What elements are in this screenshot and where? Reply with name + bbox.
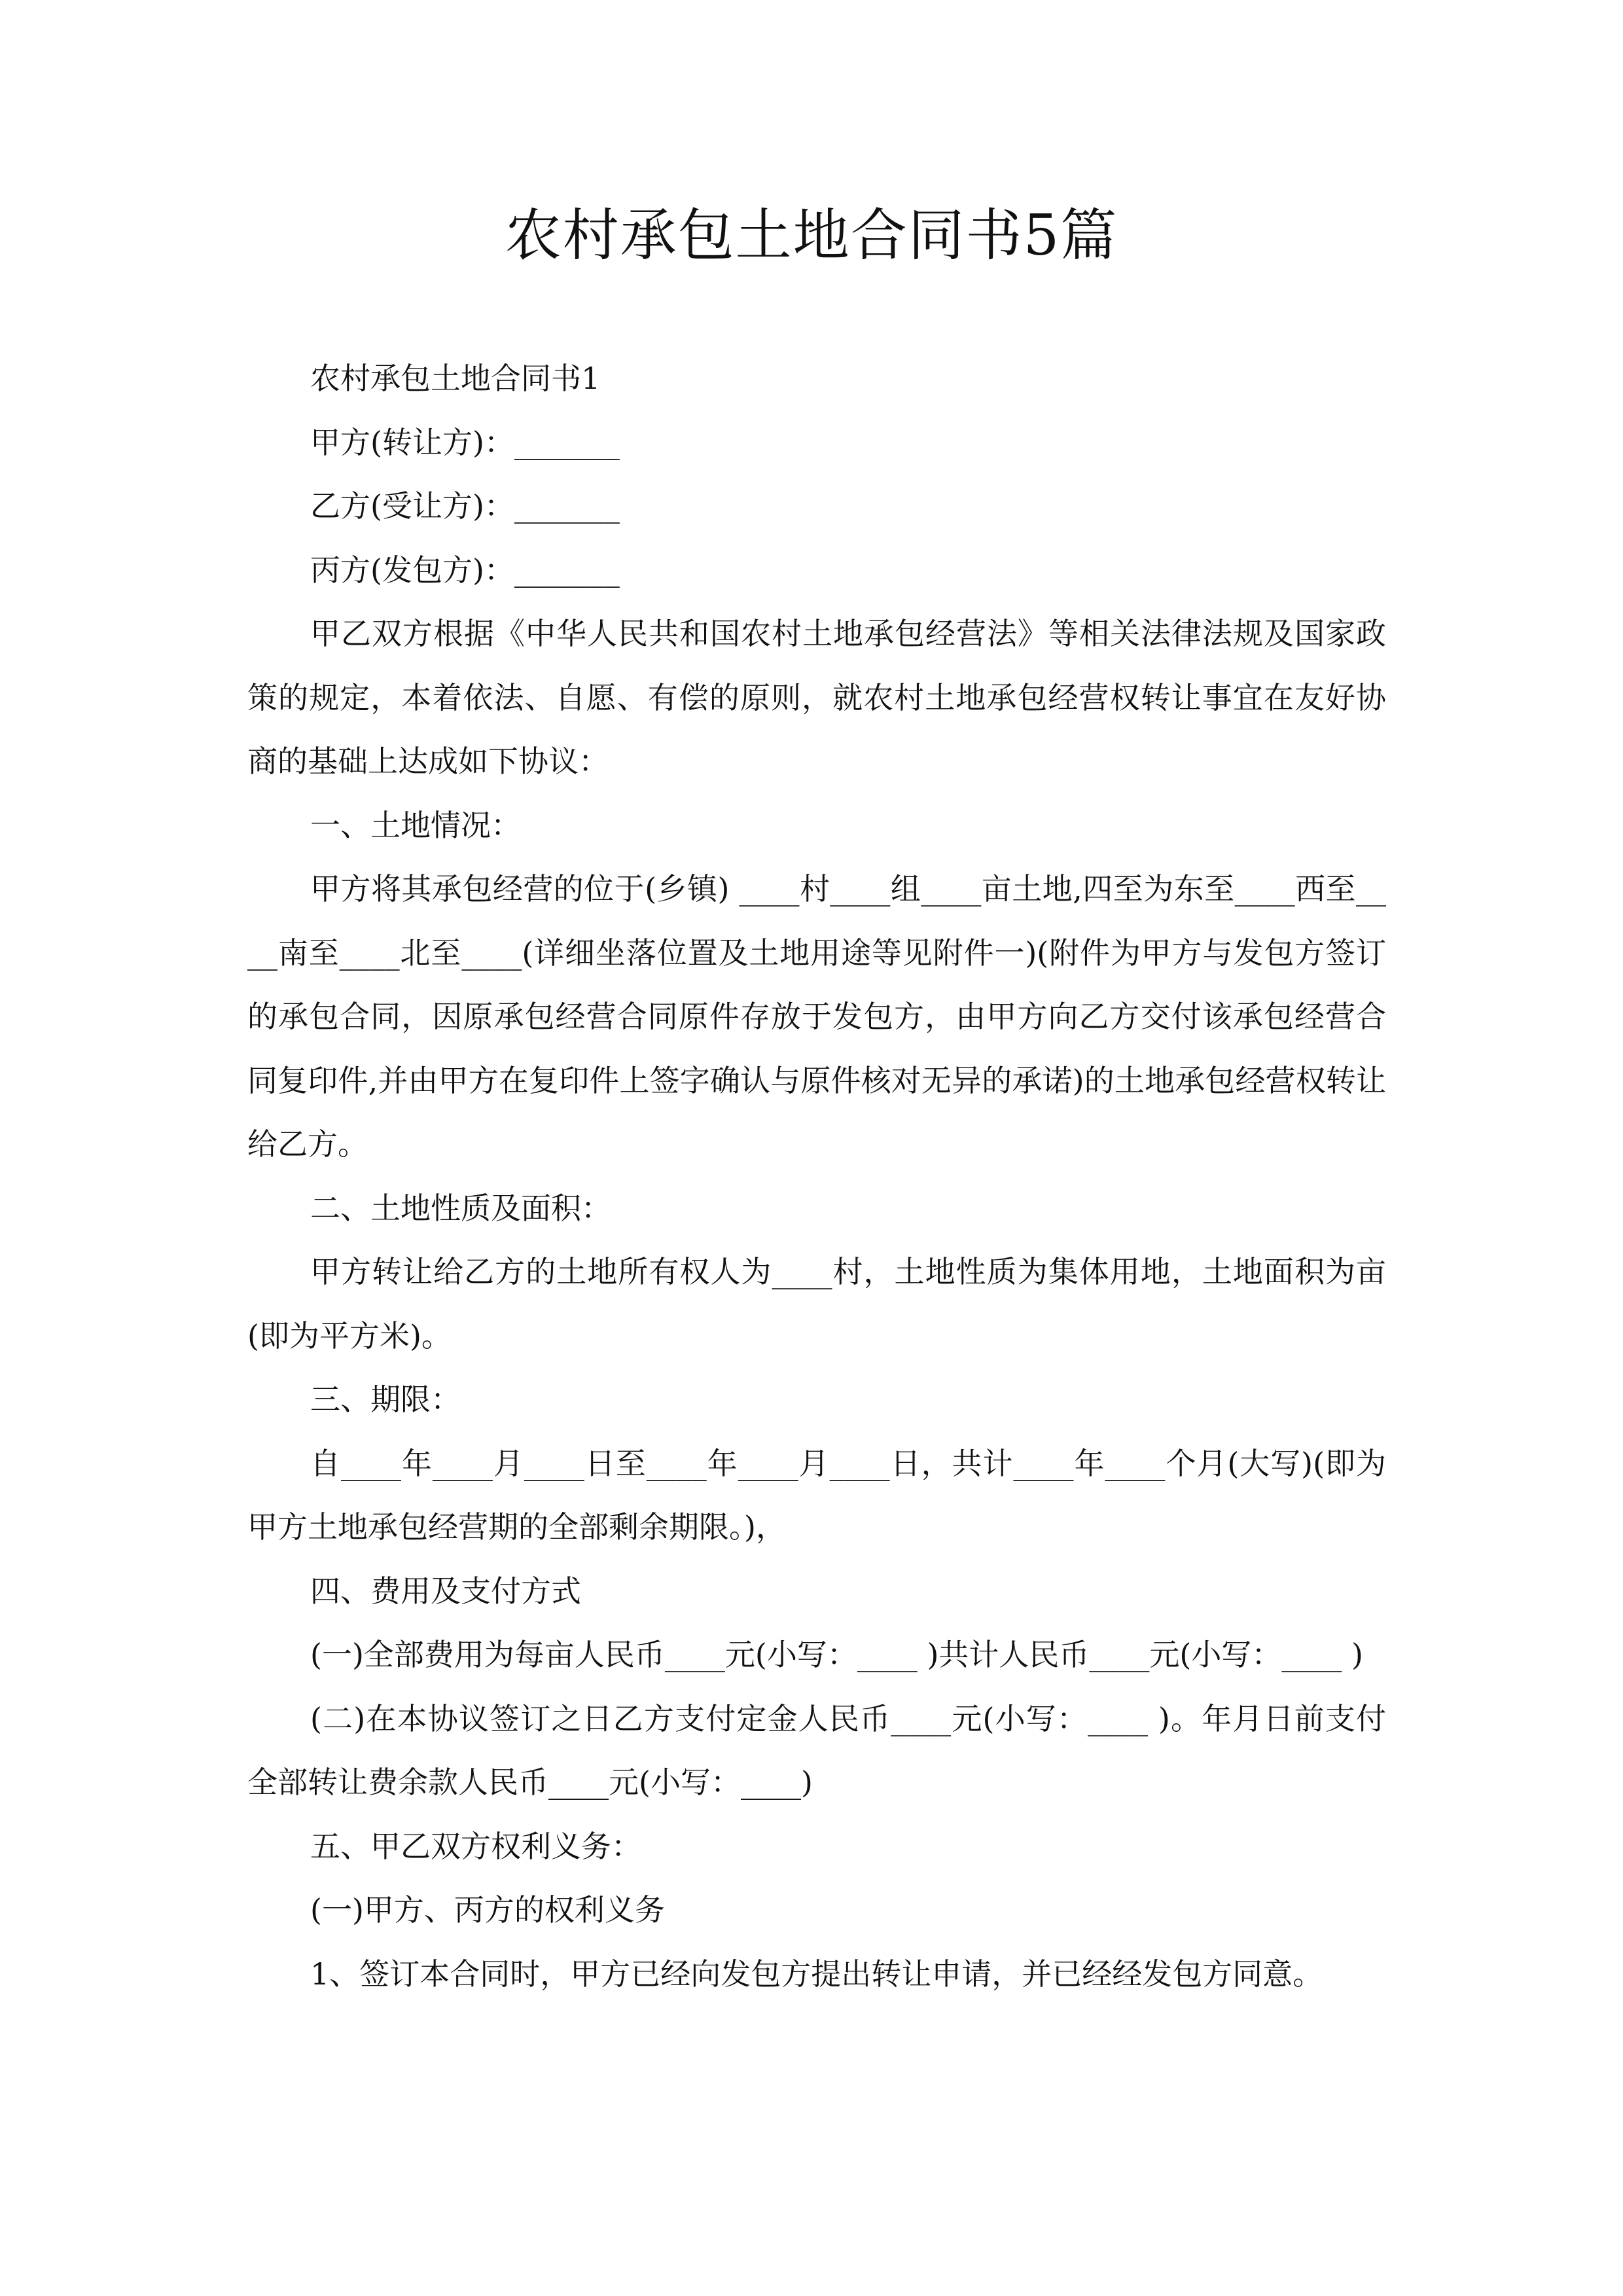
clause-paragraph: (二)在本协议签订之日乙方支付定金人民币____元(小写：____ )。年月日前支付全部转让费余款人民币____元(小写：____): [247, 1700, 1386, 1800]
preamble-paragraph: 甲乙双方根据《中华人民共和国农村土地承包经营法》等相关法律法规及国家政策的规定，本着依法、自愿、有偿的原则，就农村土地承包经营权转让事宜在友好协商的基础上达成如下协议：: [247, 616, 1386, 779]
party-a-line: 甲方(转让方)：_______: [310, 424, 620, 460]
clause-heading: 四、费用及支付方式: [310, 1573, 581, 1609]
clause-heading: 二、土地性质及面积：: [310, 1190, 611, 1226]
sub-clause-heading: (一)甲方、丙方的权利义务: [310, 1892, 665, 1928]
section-heading: 农村承包土地合同书1: [310, 361, 601, 396]
party-c-line: 丙方(发包方)：_______: [310, 552, 620, 588]
document-body: [247, 347, 1386, 2006]
clause-paragraph: 1、签订本合同时，甲方已经向发包方提出转让申请，并已经经发包方同意。: [310, 1956, 1323, 1992]
clause-paragraph: 甲方将其承包经营的位于(乡镇) ____村____组____亩土地,四至为东至____西至____南至____北至____(详细坐落位置及土地用途等见附件一)(附件为甲方与发包方签订的承包合同，因原承包经营合同原件存放于发包方，由甲方向乙方交付该承包经营合同复印件,并由甲方在复印件上签字确认与原件核对无异的承诺)的土地承包经营权转让给乙方。: [247, 871, 1386, 1162]
clause-heading: 五、甲乙双方权利义务：: [310, 1828, 641, 1864]
clause-paragraph: 甲方转让给乙方的土地所有权人为____村，土地性质为集体用地，土地面积为亩(即为平方米)。: [247, 1254, 1386, 1354]
document-title: 农村承包土地合同书5篇: [505, 203, 1118, 268]
clause-paragraph: (一)全部费用为每亩人民币____元(小写：____ )共计人民币____元(小写：____ ): [310, 1637, 1363, 1672]
clause-paragraph: 自____年____月____日至____年____月____日，共计____年____个月(大写)(即为甲方土地承包经营期的全部剩余期限。)，: [247, 1445, 1386, 1545]
party-b-line: 乙方(受让方)：_______: [310, 488, 620, 524]
clause-heading: 一、土地情况：: [310, 807, 521, 843]
clause-heading: 三、期限：: [310, 1382, 461, 1417]
